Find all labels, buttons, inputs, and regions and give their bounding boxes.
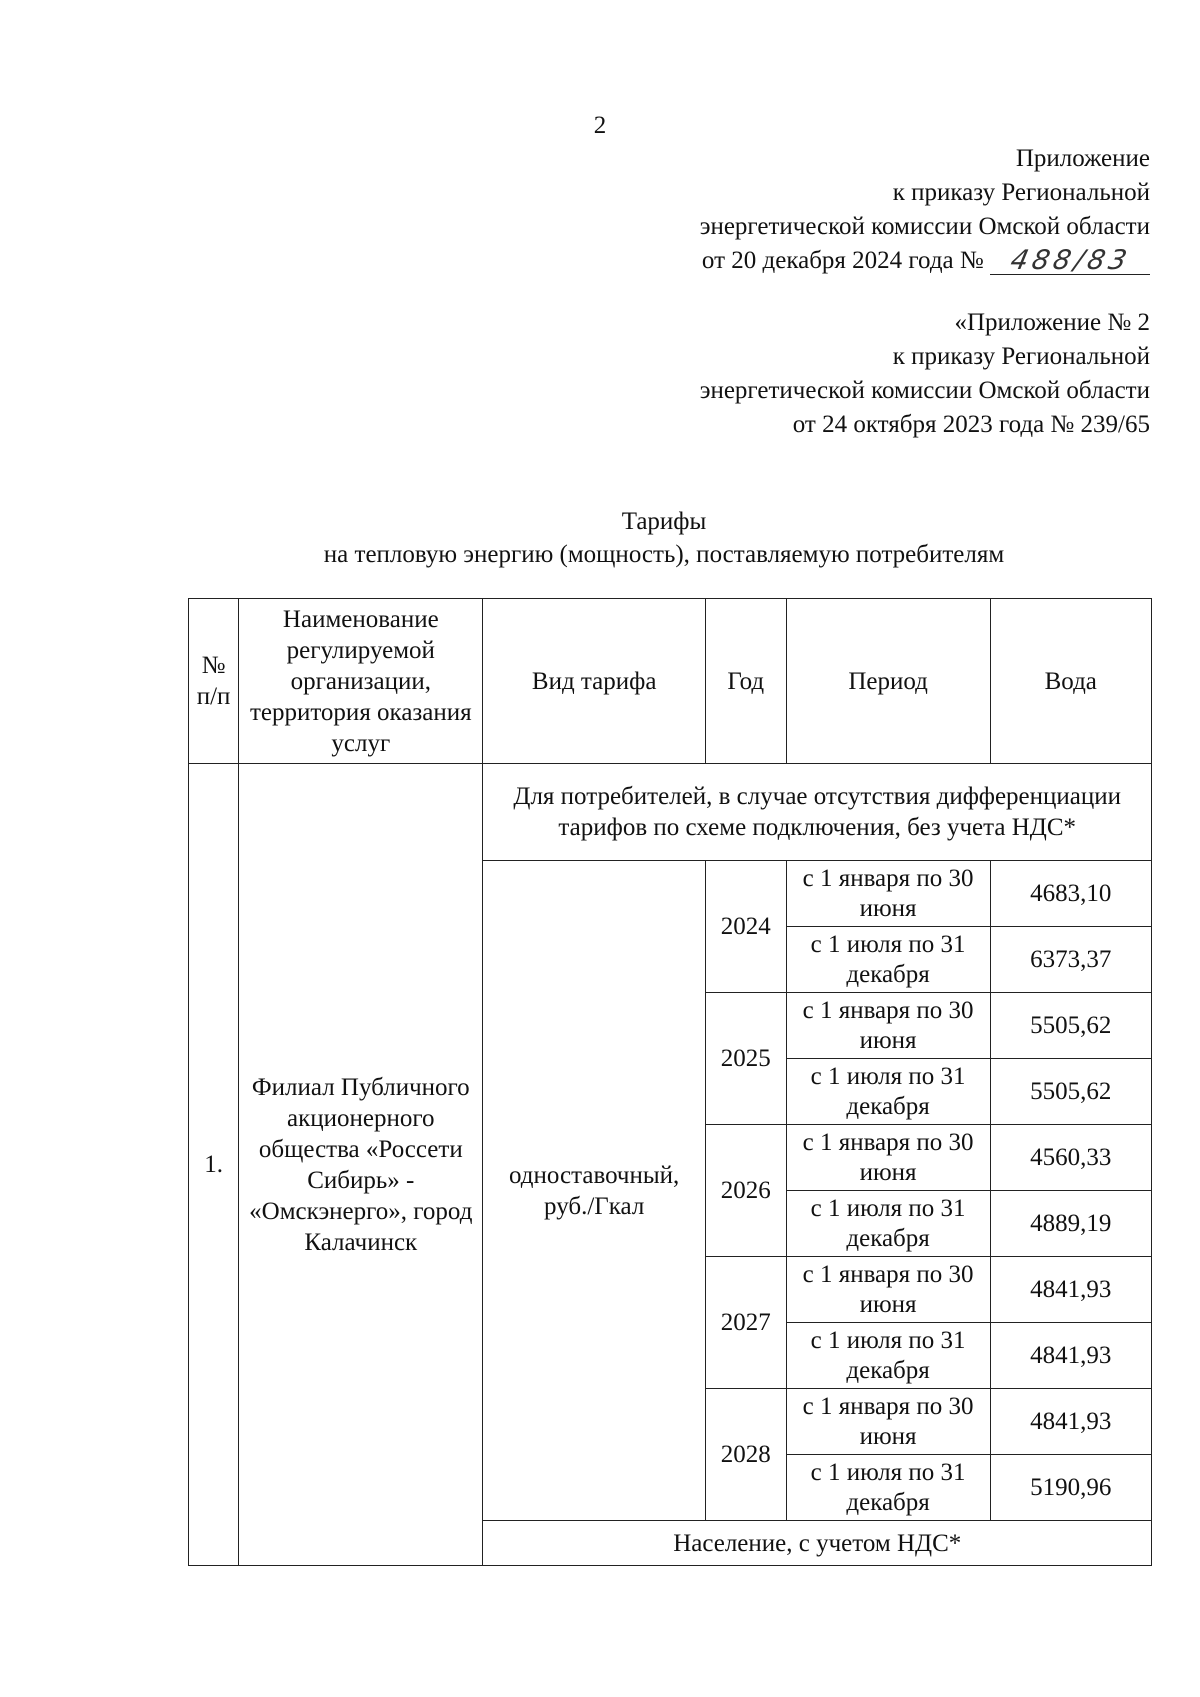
header-num: № п/п [189, 599, 239, 764]
value-cell: 5505,62 [990, 993, 1151, 1059]
row-number: 1. [189, 764, 239, 1566]
year-cell: 2027 [705, 1257, 786, 1389]
appendix-line-2: к приказу Региональной [892, 179, 1150, 206]
previous-appendix-line-2: к приказу Региональной [892, 343, 1150, 370]
header-year: Год [705, 599, 786, 764]
table-header-row [189, 599, 1152, 764]
title-line-2: на тепловую энергию (мощность), поставляемую потребителям [323, 541, 1005, 568]
title-line-1: Тарифы [621, 508, 707, 535]
table-row [189, 764, 1152, 861]
note-consumers: Для потребителей, в случае отсутствия дифференциации тарифов по схеме подключения, без учета НДС* [483, 764, 1152, 861]
period-cell: с 1 июля по 31 декабря [786, 1323, 990, 1389]
appendix-line-3: энергетической комиссии Омской области [699, 213, 1150, 240]
document-title [0, 505, 1200, 571]
year-cell: 2026 [705, 1125, 786, 1257]
period-cell: с 1 июля по 31 декабря [786, 927, 990, 993]
header-org: Наименование регулируемой организации, территория оказания услуг [239, 599, 483, 764]
header-period: Период [786, 599, 990, 764]
previous-appendix-line-4: от 24 октября 2023 года № 239/65 [792, 411, 1150, 438]
appendix-line-1: Приложение [1015, 145, 1150, 172]
period-cell: с 1 января по 30 июня [786, 993, 990, 1059]
previous-appendix-header [700, 306, 1150, 442]
appendix-line-4 [700, 244, 1150, 278]
note-population: Население, с учетом НДС* [483, 1521, 1152, 1566]
value-cell: 5190,96 [990, 1455, 1151, 1521]
period-cell: с 1 января по 30 июня [786, 1389, 990, 1455]
order-number-field [990, 244, 1150, 275]
value-cell: 4683,10 [990, 861, 1151, 927]
period-cell: с 1 января по 30 июня [786, 1257, 990, 1323]
previous-appendix-line-1: «Приложение № 2 [954, 309, 1150, 336]
value-cell: 4841,93 [990, 1257, 1151, 1323]
value-cell: 4560,33 [990, 1125, 1151, 1191]
header-water: Вода [990, 599, 1151, 764]
period-cell: с 1 января по 30 июня [786, 861, 990, 927]
appendix-header [700, 142, 1150, 278]
period-cell: с 1 июля по 31 декабря [786, 1059, 990, 1125]
header-kind: Вид тарифа [483, 599, 705, 764]
previous-appendix-line-3: энергетической комиссии Омской области [699, 377, 1150, 404]
period-cell: с 1 января по 30 июня [786, 1125, 990, 1191]
period-cell: с 1 июля по 31 декабря [786, 1191, 990, 1257]
organization-name: Филиал Публичного акционерного общества «Россети Сибирь» - «Омскэнерго», город Калачинск [239, 764, 483, 1566]
tariff-table [188, 598, 1152, 1566]
tariff-kind: одноставочный, руб./Гкал [483, 861, 705, 1521]
year-cell: 2028 [705, 1389, 786, 1521]
value-cell: 5505,62 [990, 1059, 1151, 1125]
year-cell: 2024 [705, 861, 786, 993]
value-cell: 6373,37 [990, 927, 1151, 993]
handwritten-order-number: 488/83 [1007, 245, 1133, 276]
value-cell: 4889,19 [990, 1191, 1151, 1257]
value-cell: 4841,93 [990, 1389, 1151, 1455]
period-cell: с 1 июля по 31 декабря [786, 1455, 990, 1521]
value-cell: 4841,93 [990, 1323, 1151, 1389]
order-date: от 20 декабря 2024 года № [701, 247, 984, 274]
page-number: 2 [593, 112, 607, 139]
year-cell: 2025 [705, 993, 786, 1125]
